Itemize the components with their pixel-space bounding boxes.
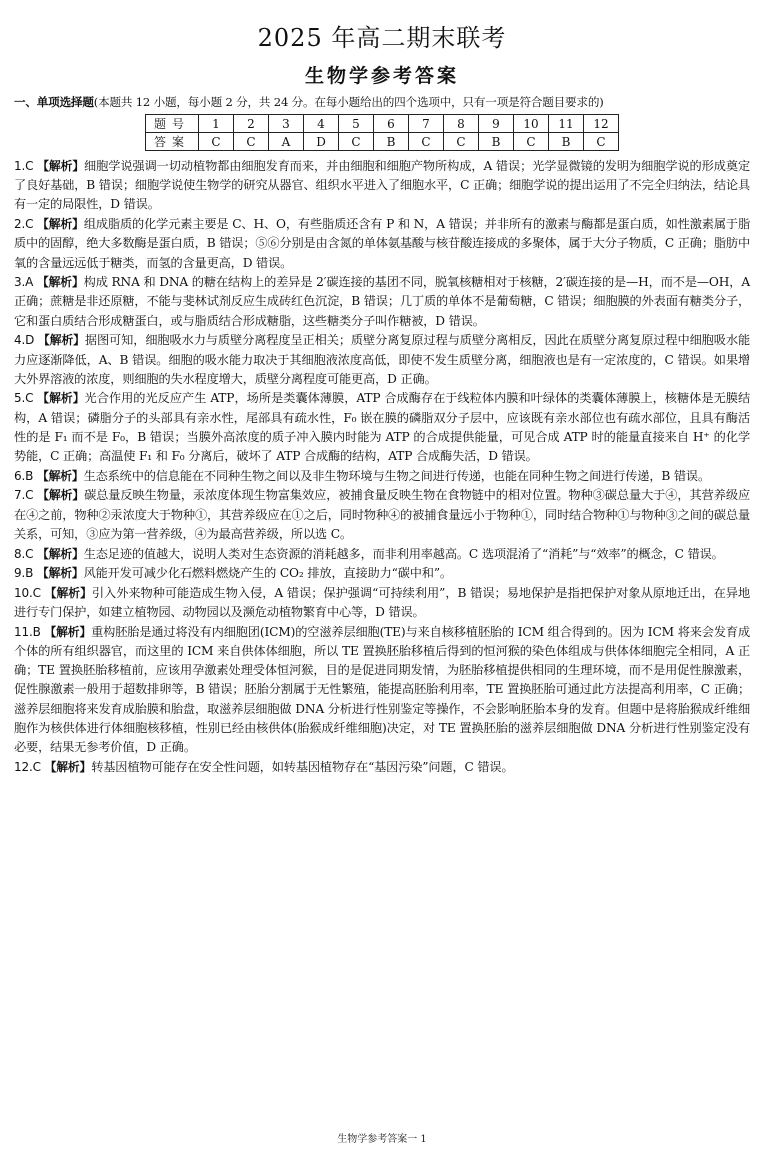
item-text: 组成脂质的化学元素主要是 C、H、O，有些脂质还含有 P 和 N，A 错误；并非所有的激素与酶都是蛋白质，如性激素属于脂质中的固醇，绝大多数酶是蛋白质，B 错误；⑤⑥分别是由含氮的单体氨基酸与核苷酸连接成的多聚体，属于大分子物质，C 正确；脂肪中氧的含量远远低于糖类，而氢的含量更高，D 错误。 xyxy=(14,217,751,270)
table-cell-number: 9 xyxy=(479,115,514,133)
item-number: 7.C xyxy=(14,488,34,503)
table-cell-number: 5 xyxy=(339,115,374,133)
item-text: 光合作用的光反应产生 ATP，场所是类囊体薄膜，ATP 合成酶存在于线粒体内膜和叶绿体的类囊体薄膜上，核糖体是无膜结构，A 错误；磷脂分子的头部具有亲水性，尾部具有疏水性，F₀ 嵌在膜的磷脂双分子层中，应该既有亲水部位也有疏水部位，且具有酶活性的是 F₁ 而不是 F₀，B 错误；当膜外高浓度的质子冲入膜内时能为 ATP 的合成提供能量，可见合成 ATP 时的能量直接来自 H⁺ 的化学势能，C 正确；高温使 F₁ 和 F₀ 分离后，破坏了 ATP 合成酶的结构，ATP 合成酶失活，D 错误。 xyxy=(14,391,750,464)
row-label-answer: 答案 xyxy=(146,133,199,151)
table-cell-answer: C xyxy=(584,133,619,151)
page-footer: 生物学参考答案一 1 xyxy=(337,1134,427,1145)
analysis-tag: 【解析】 xyxy=(37,159,85,173)
explanation-item xyxy=(14,564,750,583)
item-text: 引入外来物种可能造成生物入侵，A 错误；保护强调“可持续利用”，B 错误；易地保护是指把保护对象从原地迁出，在异地进行专门保护，如建立植物园、动物园以及濒危动植物繁育中心等，D 错误。 xyxy=(14,585,750,620)
table-cell-answer: C xyxy=(514,133,549,151)
explanation-item xyxy=(14,486,750,544)
explanation-item xyxy=(14,623,750,757)
item-number: 11.B xyxy=(14,624,41,639)
table-cell-number: 7 xyxy=(409,115,444,133)
explanation-list xyxy=(14,157,750,777)
analysis-tag: 【解析】 xyxy=(36,468,84,483)
row-label-number: 题号 xyxy=(146,115,199,133)
item-text: 风能开发可减少化石燃料燃烧产生的 CO₂ 排放，直接助力“碳中和”。 xyxy=(83,566,452,581)
section-title: 一、单项选择题 xyxy=(14,95,94,109)
explanation-item xyxy=(14,467,750,486)
table-cell-answer: B xyxy=(549,133,584,151)
table-cell-number: 1 xyxy=(199,115,234,133)
page-subtitle: 生物学参考答案 xyxy=(304,65,459,87)
table-cell-number: 4 xyxy=(304,115,339,133)
answer-table-answer-row xyxy=(146,133,619,151)
table-cell-answer: C xyxy=(199,133,234,151)
explanation-item xyxy=(14,273,750,331)
table-cell-number: 12 xyxy=(584,115,619,133)
item-text: 细胞学说强调一切动植物都由细胞发育而来，并由细胞和细胞产物所构成，A 错误；光学显微镜的发明为细胞学说的形成奠定了良好基础，B 错误；细胞学说使生物学的研究从器官、组织水平进入了细胞水平，C 正确；细胞学说的提出运用了不完全归纳法，结论具有一定的局限性，D 错误。 xyxy=(14,159,750,212)
table-cell-answer: B xyxy=(479,133,514,151)
item-number: 5.C xyxy=(14,391,34,406)
analysis-tag: 【解析】 xyxy=(37,217,84,232)
answer-table xyxy=(145,114,619,151)
table-cell-number: 8 xyxy=(444,115,479,133)
item-text: 重构胚胎是通过将没有内细胞团(ICM)的空滋养层细胞(TE)与来自核移植胚胎的 ICM 组合得到的。因为 ICM 将来会发育成个体的所有组织器官，而这里的 ICM 来自供体体细胞，所以 TE 置换胚胎移植后得到的恒河猴的染色体组成与供体体细胞完全相同，A 正确；TE 置换胚胎移植前，应该用孕激素处理受体恒河猴，目的是促进同期发情，为胚胎移植提供相同的生理环境，而不是用促性腺激素，促性腺激素一般用于超数排卵等，B 错误；胚胎分割属于无性繁殖，能提高胚胎利用率，TE 置换胚胎可通过此方法提高利用率，C 正确；滋养层细胞将来发育成胎膜和胎盘，取滋养层细胞做 DNA 分析进行性别鉴定等操作，不会影响胚胎本身的发育。但题中是将胎猴成纤维细胞作为核供体进行体细胞核移植，性别已经由核供体(胎猴成纤维细胞)决定，对 TE 置换胚胎的滋养层细胞做 DNA 分析进行性别鉴定没有必要，结果无参考价值，D 正确。 xyxy=(14,624,751,755)
table-cell-answer: B xyxy=(374,133,409,151)
table-cell-answer: D xyxy=(304,133,339,151)
explanation-item xyxy=(14,215,750,273)
item-number: 4.D xyxy=(14,333,35,348)
analysis-tag: 【解析】 xyxy=(36,566,84,581)
item-text: 转基因植物可能存在安全性问题，如转基因植物存在“基因污染”问题，C 错误。 xyxy=(91,759,514,774)
analysis-tag: 【解析】 xyxy=(44,585,92,600)
item-number: 2.C xyxy=(14,217,34,232)
item-number: 9.B xyxy=(14,566,34,581)
answer-table-number-row xyxy=(146,115,619,133)
analysis-tag: 【解析】 xyxy=(37,546,84,561)
analysis-tag: 【解析】 xyxy=(38,333,85,348)
item-text: 据图可知，细胞吸水力与质壁分离程度呈正相关；质壁分离复原过程与质壁分离相反，因此在质壁分离复原过程中细胞吸水能力应逐渐降低，A、B 错误。细胞的吸水能力取决于其细胞液浓度高低，即使不发生质壁分离，细胞液也是有一定浓度的，C 错误。如果增大外界溶液的浓度，则细胞的失水程度增大，质壁分离程度可能更高，D 正确。 xyxy=(14,333,750,386)
item-number: 3.A xyxy=(14,275,34,290)
page-title: 2025 年高二期末联考 xyxy=(257,24,507,52)
table-cell-answer: C xyxy=(339,133,374,151)
table-cell-answer: C xyxy=(234,133,269,151)
analysis-tag: 【解析】 xyxy=(44,759,92,774)
item-text: 碳总量反映生物量，汞浓度体现生物富集效应，被捕食量反映生物在食物链中的相对位置。物种③碳总量大于④，其营养级应在④之前，物种②汞浓度大于物种①，其营养级应在①之后，同时物种④的被捕食量远小于物种①，同时结合物种①与物种③之间的碳总量关系，可知，③应为第一营养级，④为最高营养级，所以选 C。 xyxy=(14,488,750,541)
table-cell-answer: A xyxy=(269,133,304,151)
table-cell-number: 6 xyxy=(374,115,409,133)
analysis-tag: 【解析】 xyxy=(44,624,92,639)
item-text: 构成 RNA 和 DNA 的糖在结构上的差异是 2′碳连接的基团不同，脱氧核糖相对于核糖，2′碳连接的是—H，而不是—OH，A 正确；蔗糖是非还原糖，不能与斐林试剂反应生成砖红色沉淀，B 错误；几丁质的单体不是葡萄糖，C 错误；细胞膜的外表面有糖类分子，它和蛋白质结合形成糖蛋白，或与脂质结合形成糖脂，这些糖类分子叫作糖被，D 错误。 xyxy=(14,275,750,328)
analysis-tag: 【解析】 xyxy=(37,488,85,503)
item-text: 生态足迹的值越大，说明人类对生态资源的消耗越多，而非利用率越高。C 选项混淆了“消耗”与“效率”的概念，C 错误。 xyxy=(83,546,724,561)
section-note: (本题共 12 小题，每小题 2 分，共 24 分。在每小题给出的四个选项中，只有一项是符合题目要求的) xyxy=(93,95,604,109)
item-number: 8.C xyxy=(14,546,34,561)
item-number: 12.C xyxy=(14,759,41,774)
explanation-item xyxy=(14,758,750,777)
analysis-tag: 【解析】 xyxy=(37,391,85,406)
analysis-tag: 【解析】 xyxy=(36,275,84,290)
table-cell-number: 10 xyxy=(514,115,549,133)
table-cell-answer: C xyxy=(409,133,444,151)
explanation-item xyxy=(14,157,750,215)
table-cell-number: 2 xyxy=(234,115,269,133)
explanation-item xyxy=(14,389,750,466)
item-text: 生态系统中的信息能在不同种生物之间以及非生物环境与生物之间进行传递，也能在同种生物之间进行传递，B 错误。 xyxy=(83,468,711,483)
section-heading xyxy=(14,94,750,110)
item-number: 6.B xyxy=(14,468,34,483)
item-number: 1.C xyxy=(14,159,34,173)
explanation-item xyxy=(14,584,750,622)
table-cell-answer: C xyxy=(444,133,479,151)
table-cell-number: 3 xyxy=(269,115,304,133)
explanation-item xyxy=(14,545,750,564)
explanation-item xyxy=(14,331,750,389)
table-cell-number: 11 xyxy=(549,115,584,133)
item-number: 10.C xyxy=(14,585,41,600)
